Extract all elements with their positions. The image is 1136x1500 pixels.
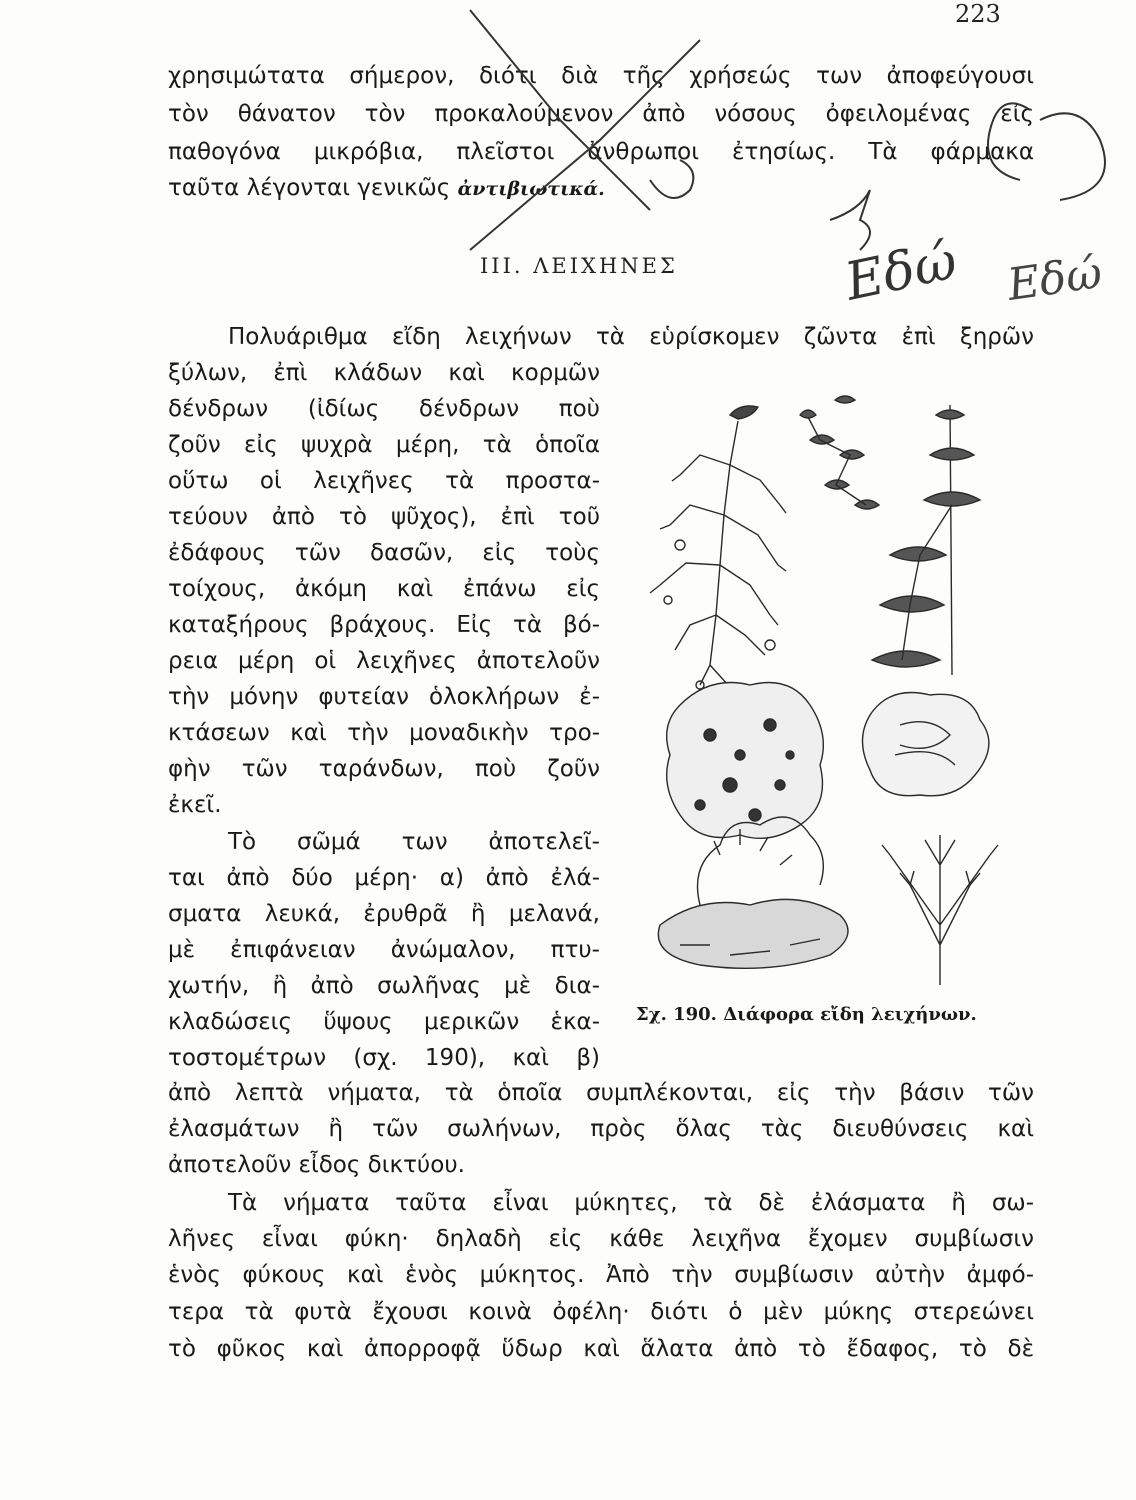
fruticose-lichen-drawing xyxy=(650,406,786,691)
para2-line-2: ται ἀπὸ δύο μέρη· α) ἀπὸ ἐλά- xyxy=(168,865,600,891)
intro-line-4 xyxy=(168,172,1034,205)
para1-line-9: καταξήρους βράχους. Εἰς τὰ βό- xyxy=(168,612,600,638)
lichen-figure xyxy=(640,385,1035,1005)
term-antibiotics: ἀντιβιωτικά. xyxy=(457,178,605,200)
para1-line-14: ἐκεῖ. xyxy=(168,792,222,818)
page-number: 223 xyxy=(955,0,1001,28)
para1-line-1: Πολυάριθμα εἴδη λειχήνων τὰ εὑρίσκομεν ζῶντα ἐπὶ ξηρῶν xyxy=(228,324,1034,350)
para1-line-8: τοίχους, ἀκόμη καὶ ἐπάνω εἰς xyxy=(168,576,600,602)
para1-line-4: ζοῦν εἰς ψυχρὰ μέρη, τὰ ὁποῖα xyxy=(168,432,600,458)
para3-line-5: τὸ φῦκος καὶ ἀπορροφᾷ ὕδωρ καὶ ἅλατα ἀπὸ τὸ ἔδαφος, τὸ δὲ xyxy=(168,1336,1034,1362)
para1-line-11: τὴν μόνην φυτείαν ὁλοκλήρων ἐ- xyxy=(168,684,600,710)
section-heading: III. ΛΕΙΧΗΝΕΣ xyxy=(480,254,678,278)
intro-line-4-text: ταῦτα λέγονται γενικῶς xyxy=(168,175,458,201)
intro-line-3: παθογόνα μικρόβια, πλεῖστοι ἄνθρωποι ἐτησίως. Τὰ φάρμακα xyxy=(168,139,1034,165)
para1-line-2: ξύλων, ἐπὶ κλάδων καὶ κορμῶν xyxy=(168,360,600,386)
para1-line-5: οὕτω οἱ λειχῆνες τὰ προστα- xyxy=(168,468,600,494)
cup-lichen-drawing xyxy=(800,396,879,509)
para2-line-4: μὲ ἐπιφάνειαν ἀνώμαλον, πτυ- xyxy=(168,937,600,963)
para3-line-1: Τὰ νήματα ταῦτα εἶναι μύκητες, τὰ δὲ ἐλάσματα ἢ σω- xyxy=(228,1190,1034,1216)
para2-line-8: ἀπὸ λεπτὰ νήματα, τὰ ὁποῖα συμπλέκονται, εἰς τὴν βάσιν τῶν xyxy=(168,1080,1034,1106)
para1-line-7: ἐδάφους τῶν δασῶν, εἰς τοὺς xyxy=(168,540,600,566)
intro-line-2: τὸν θάνατον τὸν προκαλούμενον ἀπὸ νόσους ὀφειλομένας εἰς xyxy=(168,101,1034,127)
para3-line-4: τερα τὰ φυτὰ ἔχουσι κοινὰ ὀφέλη· διότι ὁ μὲν μύκης στερεώνει xyxy=(168,1299,1034,1325)
lichen-illustration xyxy=(640,385,1035,1005)
para2-line-3: σματα λευκά, ἐρυθρᾶ ἢ μελανά, xyxy=(168,901,600,927)
para2-line-5: χωτήν, ἢ ἀπὸ σωλῆνας μὲ δια- xyxy=(168,973,600,999)
para1-line-6: τεύουν ἀπὸ τὸ ψῦχος), ἐπὶ τοῦ xyxy=(168,504,600,530)
para2-line-10: ἀποτελοῦν εἶδος δικτύου. xyxy=(168,1152,465,1178)
foliose-lichen-drawing xyxy=(667,683,824,839)
branched-lichen-drawing xyxy=(882,835,998,985)
intro-line-1: χρησιμώτατα σήμερον, διότι διὰ τῆς χρήσεώς των ἀποφεύγουσι xyxy=(168,63,1034,89)
figure-caption: Σχ. 190. Διάφορα εἴδη λειχήνων. xyxy=(636,1004,977,1025)
leafy-lichen-drawing xyxy=(863,693,989,796)
para2-line-1: Τὸ σῶμά των ἀποτελεῖ- xyxy=(228,829,600,855)
para2-line-7: τοστομέτρων (σχ. 190), καὶ β) xyxy=(168,1045,600,1071)
margin-note-here: Εδώ xyxy=(840,230,962,313)
para1-line-12: κτάσεων καὶ τὴν μοναδικὴν τρο- xyxy=(168,720,600,746)
para3-line-2: λῆνες εἶναι φύκη· δηλαδὴ εἰς κάθε λειχῆνα ἔχομεν συμβίωσιν xyxy=(168,1226,1034,1252)
margin-note-here-2: Εδώ xyxy=(1004,247,1106,311)
para2-line-9: ἐλασμάτων ἢ τῶν σωλήνων, πρὸς ὅλας τὰς διευθύνσεις καὶ xyxy=(168,1116,1034,1142)
stacked-cup-lichen-drawing xyxy=(872,405,980,675)
rock-lichen-drawing xyxy=(658,817,848,968)
para1-line-3: δένδρων (ἰδίως δένδρων ποὺ xyxy=(168,396,600,422)
para3-line-3: ἑνὸς φύκους καὶ ἑνὸς μύκητος. Ἀπὸ τὴν συμβίωσιν αὐτὴν ἀμφό- xyxy=(168,1262,1034,1288)
para1-line-10: ρεια μέρη οἱ λειχῆνες ἀποτελοῦν xyxy=(168,648,600,674)
para2-line-6: κλαδώσεις ὕψους μερικῶν ἑκα- xyxy=(168,1009,600,1035)
para1-line-13: φὴν τῶν ταράνδων, ποὺ ζοῦν xyxy=(168,756,600,782)
